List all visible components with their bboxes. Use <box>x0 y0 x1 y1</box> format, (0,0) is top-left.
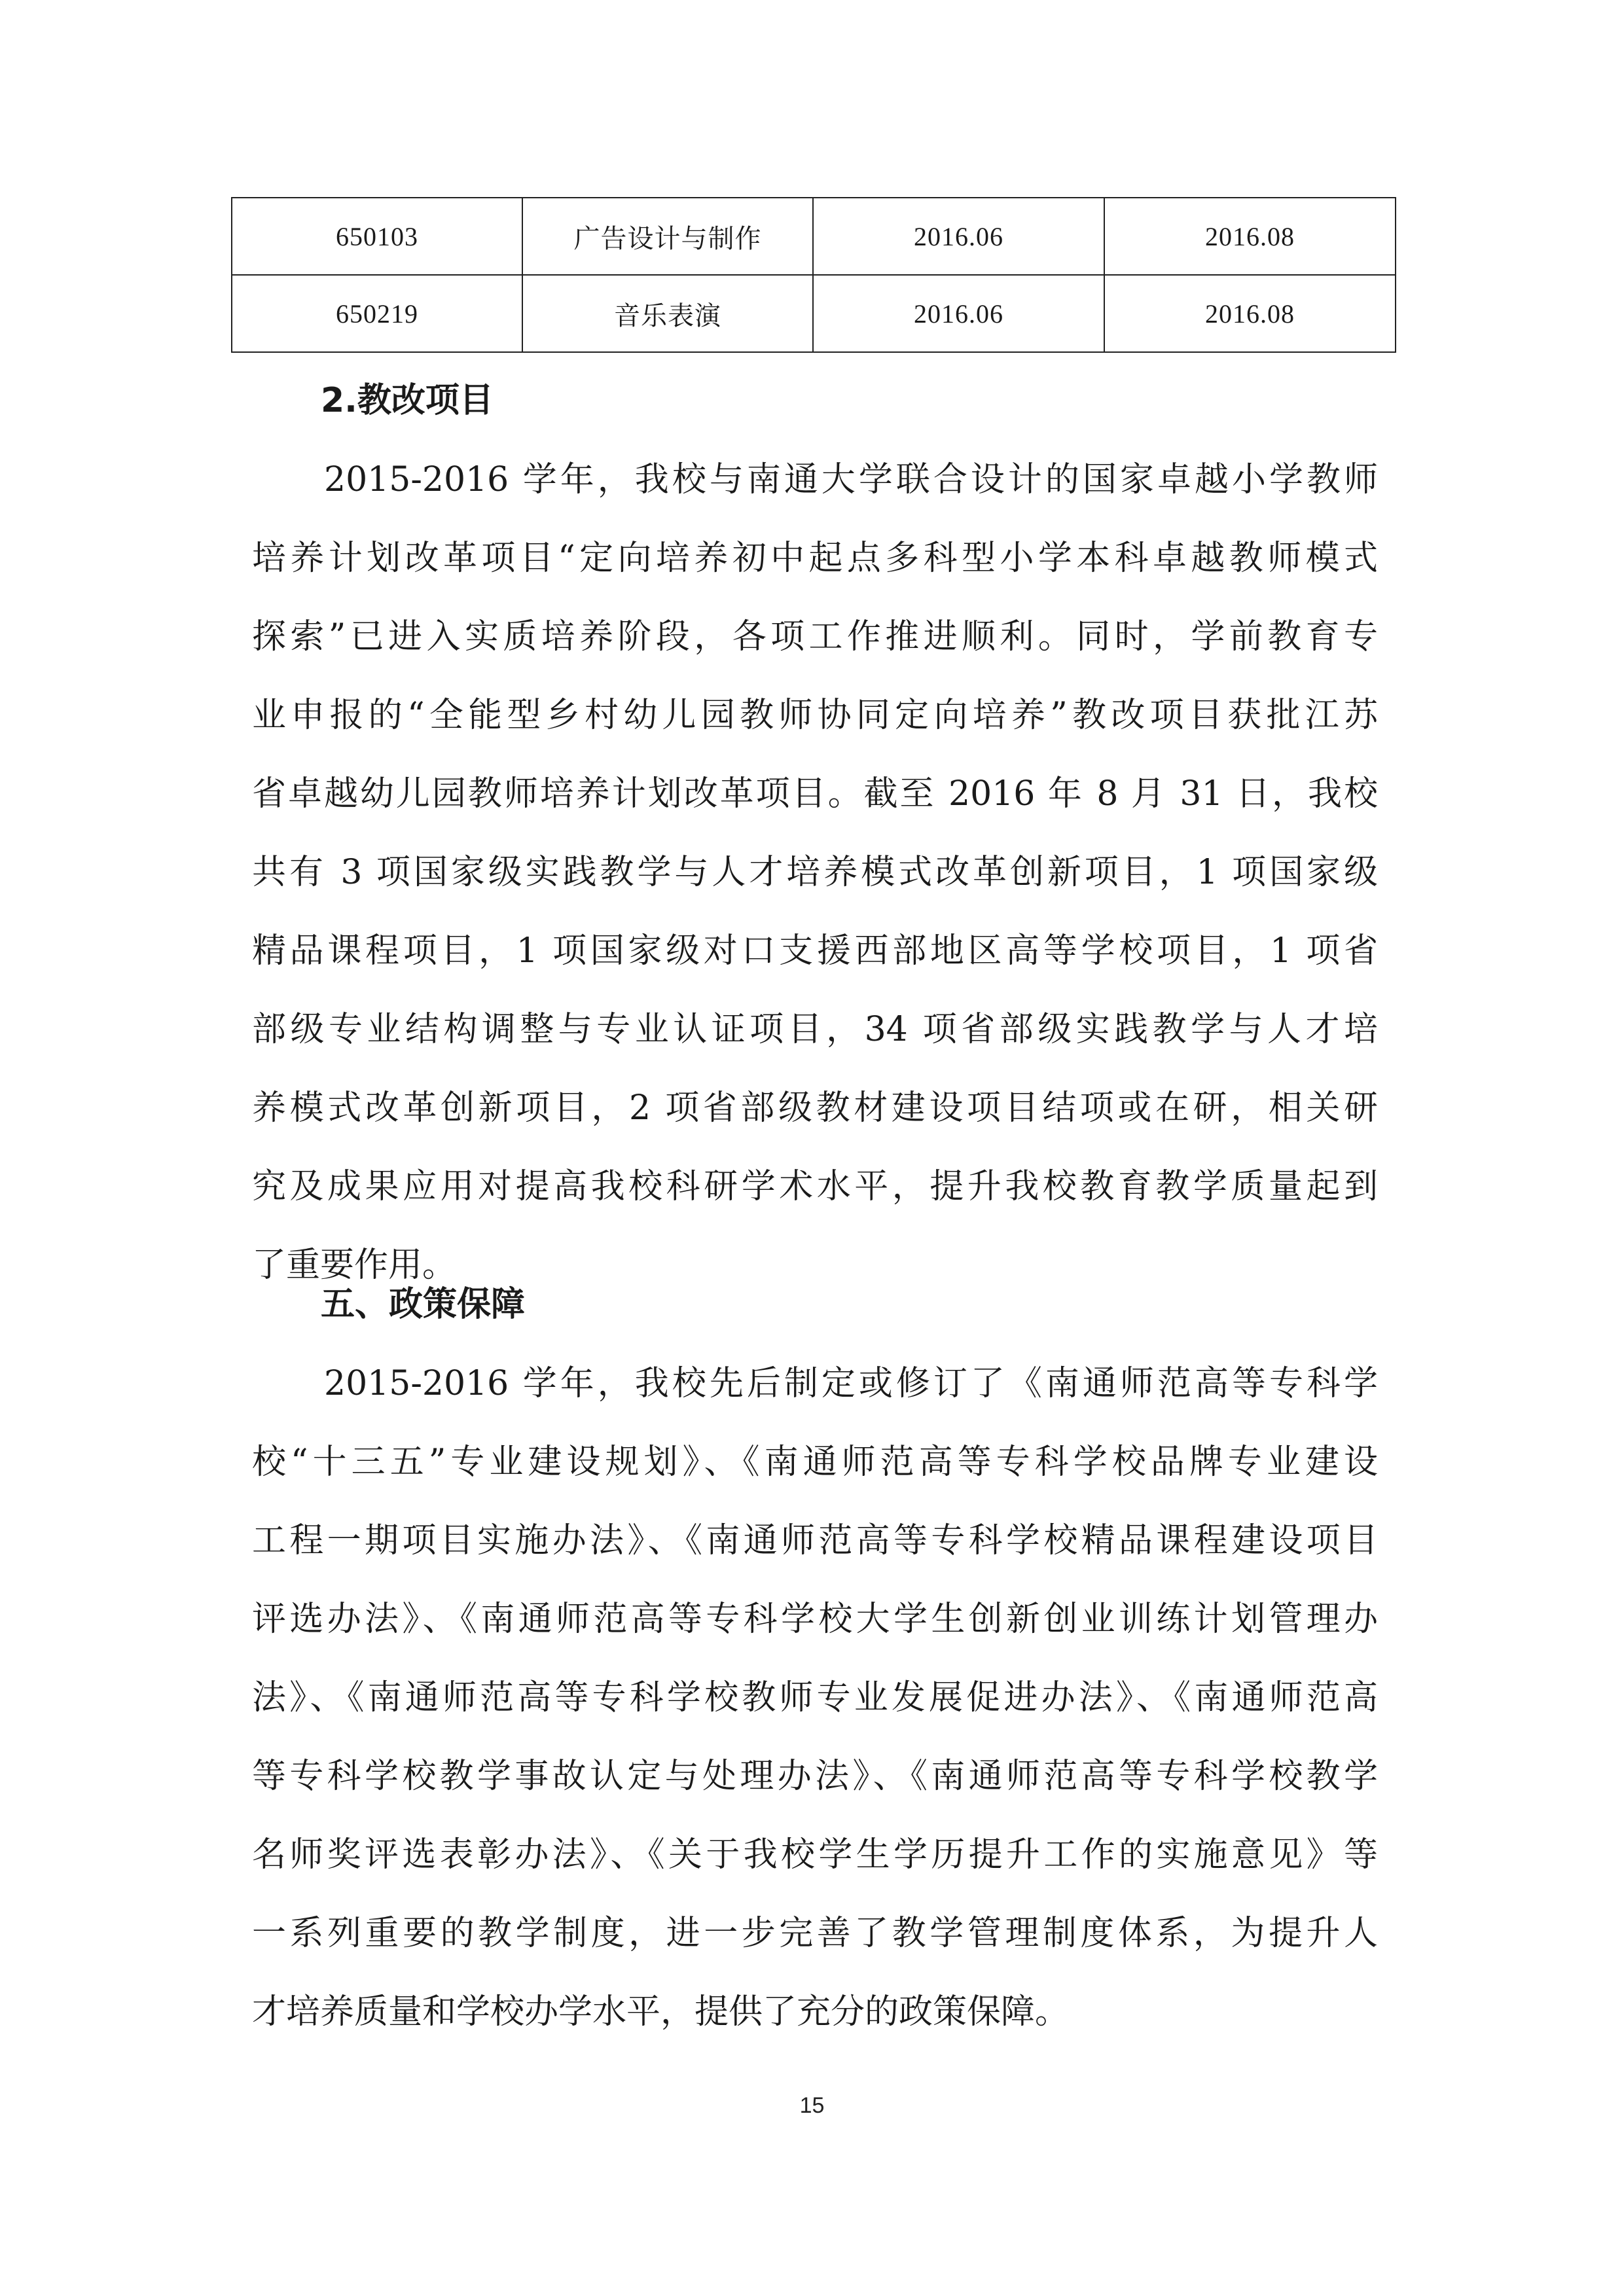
paragraph-line: 究及成果应用对提高我校科研学术水平，提升我校教育教学质量起到 <box>252 1167 1378 1206</box>
paragraph-teaching-reform <box>252 440 1378 1304</box>
course-table <box>231 197 1396 353</box>
paragraph-line: 名师奖评选表彰办法》、《关于我校学生学历提升工作的实施意见》等 <box>252 1835 1378 1874</box>
paragraph-line: 一系列重要的教学制度，进一步完善了教学管理制度体系，为提升人 <box>252 1914 1378 1953</box>
page-number: 15 <box>799 2093 825 2118</box>
paragraph-line: 精品课程项目，1 项国家级对口支援西部地区高等学校项目，1 项省 <box>252 931 1378 971</box>
section-heading-teaching-reform: 2.教改项目 <box>321 381 494 420</box>
section-heading-policy: 五、政策保障 <box>321 1285 526 1324</box>
paragraph-line: 工程一期项目实施办法》、《南通师范高等专科学校精品课程建设项目 <box>252 1521 1378 1560</box>
table-cell-end: 2016.08 <box>1104 275 1396 352</box>
paragraph-line: 业申报的“全能型乡村幼儿园教师协同定向培养”教改项目获批江苏 <box>252 696 1378 735</box>
paragraph-line: 部级专业结构调整与专业认证项目，34 项省部级实践教学与人才培 <box>252 1010 1378 1049</box>
paragraph-line: 校“十三五”专业建设规划》、《南通师范高等专科学校品牌专业建设 <box>252 1443 1378 1482</box>
table-cell-major: 广告设计与制作 <box>522 198 813 275</box>
paragraph-policy <box>252 1344 1378 2051</box>
table-cell-start: 2016.06 <box>813 198 1104 275</box>
paragraph-line: 2015-2016 学年，我校与南通大学联合设计的国家卓越小学教师 <box>324 460 1378 499</box>
table-cell-major: 音乐表演 <box>522 275 813 352</box>
paragraph-line: 法》、《南通师范高等专科学校教师专业发展促进办法》、《南通师范高 <box>252 1678 1378 1717</box>
paragraph-line: 共有 3 项国家级实践教学与人才培养模式改革创新项目，1 项国家级 <box>252 853 1378 892</box>
paragraph-line: 等专科学校教学事故认定与处理办法》、《南通师范高等专科学校教学 <box>252 1757 1378 1796</box>
table-cell-end: 2016.08 <box>1104 198 1396 275</box>
paragraph-line: 省卓越幼儿园教师培养计划改革项目。截至 2016 年 8 月 31 日，我校 <box>252 774 1378 814</box>
paragraph-line: 2015-2016 学年，我校先后制定或修订了《南通师范高等专科学 <box>324 1364 1378 1403</box>
paragraph-line: 才培养质量和学校办学水平，提供了充分的政策保障。 <box>252 1992 1070 2032</box>
table-row <box>232 198 1396 275</box>
table-cell-code: 650219 <box>232 275 522 352</box>
table-cell-start: 2016.06 <box>813 275 1104 352</box>
paragraph-line: 探索”已进入实质培养阶段，各项工作推进顺利。同时，学前教育专 <box>252 617 1378 656</box>
paragraph-line: 养模式改革创新项目，2 项省部级教材建设项目结项或在研，相关研 <box>252 1088 1378 1128</box>
paragraph-line: 培养计划改革项目“定向培养初中起点多科型小学本科卓越教师模式 <box>252 539 1378 578</box>
paragraph-line: 评选办法》、《南通师范高等专科学校大学生创新创业训练计划管理办 <box>252 1600 1378 1639</box>
table-cell-code: 650103 <box>232 198 522 275</box>
table-row <box>232 275 1396 352</box>
paragraph-line: 了重要作用。 <box>252 1246 457 1285</box>
